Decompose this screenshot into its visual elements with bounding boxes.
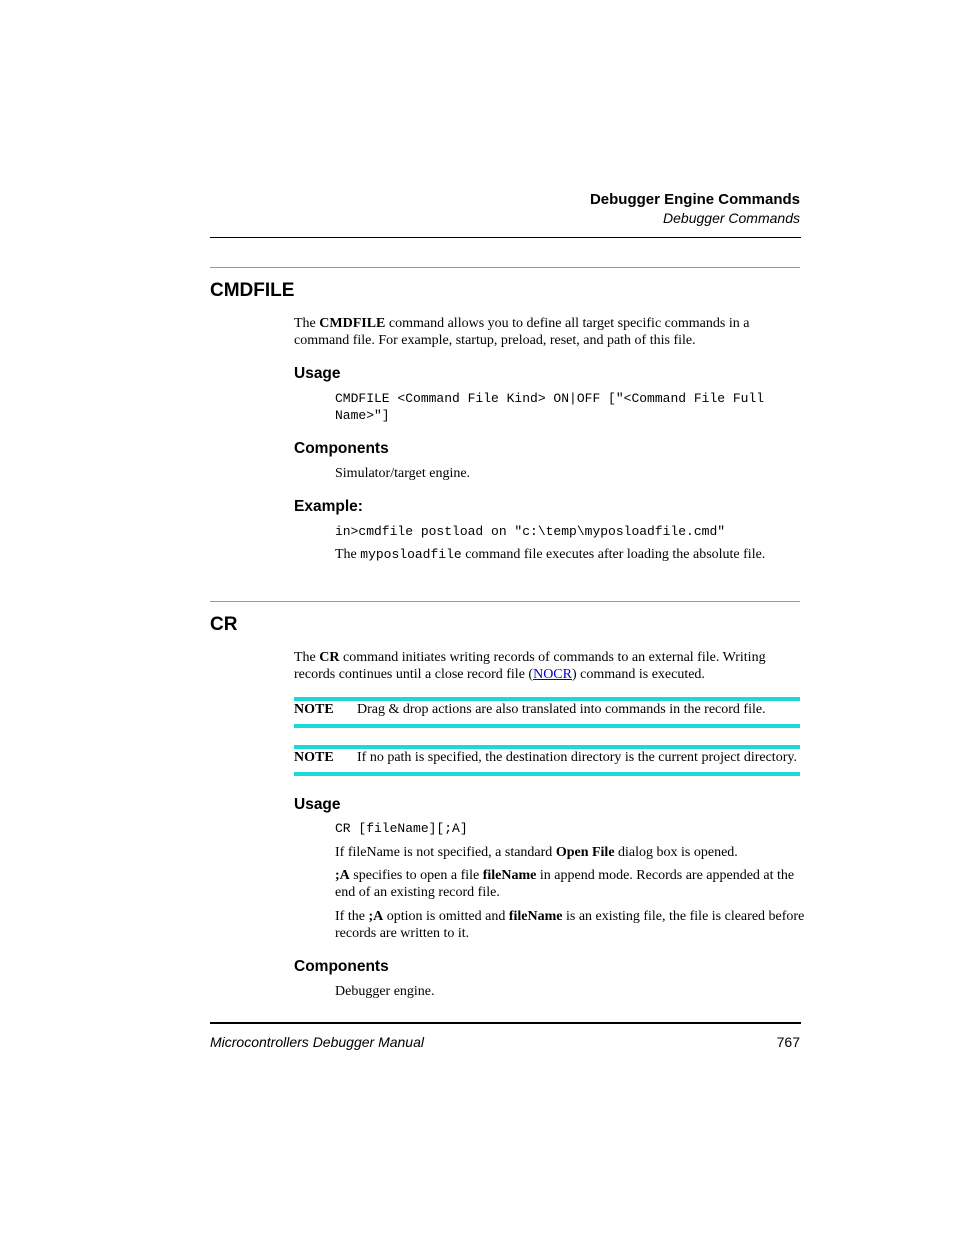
cr-components-heading: Components: [294, 958, 389, 975]
note-bar-top-1: [294, 697, 800, 701]
cmdfile-intro: [294, 315, 794, 349]
cr-usage-p2: [335, 867, 805, 901]
cr-intro-post: ) command is executed.: [571, 667, 705, 682]
cmdfile-example-desc-code: myposloadfile: [360, 547, 462, 562]
cr-usage-p1: [335, 844, 805, 861]
cmdfile-example-desc-pre: The: [335, 547, 361, 562]
cr-usage-p3: [335, 908, 805, 942]
note-text-2: If no path is specified, the destination directory is the current project directory.: [357, 750, 797, 765]
footer-rule: [210, 1022, 801, 1024]
note-bar-top-2: [294, 745, 800, 749]
cmdfile-components-text: Simulator/target engine.: [335, 466, 471, 481]
cr-p1-post: dialog box is opened.: [614, 845, 738, 860]
cmdfile-example-code: in>cmdfile postload on "c:\temp\myposloadfile.cmd": [335, 524, 726, 539]
cr-usage-heading: Usage: [294, 796, 341, 813]
note-label-2: NOTE: [294, 750, 334, 765]
page-number: 767: [776, 1034, 800, 1050]
section-title-cmdfile: CMDFILE: [210, 280, 295, 301]
cr-p3-bold2: fileName: [508, 909, 563, 924]
header-rule: [210, 237, 801, 238]
cr-p2-bold1: ;A: [335, 868, 350, 883]
cr-intro-bold: CR: [319, 650, 340, 665]
note-label-1: NOTE: [294, 702, 334, 717]
cmdfile-example-desc: [335, 546, 805, 563]
cr-p2-post: in append mode. Records are appended at the end of an existing record file.: [335, 868, 795, 900]
note-text-1: Drag & drop actions are also translated into commands in the record file.: [357, 702, 766, 717]
cr-p1-pre: If fileName is not specified, a standard: [335, 845, 556, 860]
running-header-subtitle: Debugger Commands: [663, 210, 800, 226]
section-divider-cr: [210, 601, 800, 602]
note-bar-bottom-1: [294, 724, 800, 728]
section-title-cr: CR: [210, 614, 238, 635]
cmdfile-example-heading: Example:: [294, 498, 363, 515]
cmdfile-usage-heading: Usage: [294, 365, 341, 382]
footer-manual-title: Microcontrollers Debugger Manual: [210, 1034, 424, 1050]
cr-p3-pre: If the: [335, 909, 369, 924]
cr-intro-pre: The: [294, 650, 320, 665]
cmdfile-example-desc-post: command file executes after loading the absolute file.: [461, 547, 766, 562]
cr-p1-bold: Open File: [555, 845, 615, 860]
cmdfile-intro-post: command allows you to define all target specific commands in a command file. For example, startup, preload, reset, and path of this file.: [294, 316, 750, 348]
cr-p3-post: is an existing file, the file is cleared before records are written to it.: [335, 909, 805, 941]
cmdfile-usage-code-line2: Name>"]: [335, 408, 390, 423]
running-header-title: Debugger Engine Commands: [589, 191, 800, 208]
cr-p2-bold2: fileName: [482, 868, 537, 883]
cmdfile-components-heading: Components: [294, 440, 389, 457]
cr-p2-mid: specifies to open a file: [349, 868, 483, 883]
cr-components-text: Debugger engine.: [335, 984, 435, 999]
section-divider-cmdfile: [210, 267, 800, 268]
cr-p3-bold1: ;A: [368, 909, 384, 924]
cr-intro: [294, 649, 794, 683]
cmdfile-intro-bold: CMDFILE: [319, 316, 386, 331]
nocr-link[interactable]: NOCR: [533, 667, 572, 682]
cr-intro-mid: command initiates writing records of commands to an external file. Writing records continues until a close record file (: [294, 650, 766, 682]
cr-usage-code: CR [fileName][;A]: [335, 821, 468, 836]
cmdfile-usage-code-line1: CMDFILE <Command File Kind> ON|OFF ["<Command File Full: [335, 391, 765, 406]
note-bar-bottom-2: [294, 772, 800, 776]
cr-p3-mid: option is omitted and: [383, 909, 509, 924]
cmdfile-intro-pre: The: [294, 316, 320, 331]
